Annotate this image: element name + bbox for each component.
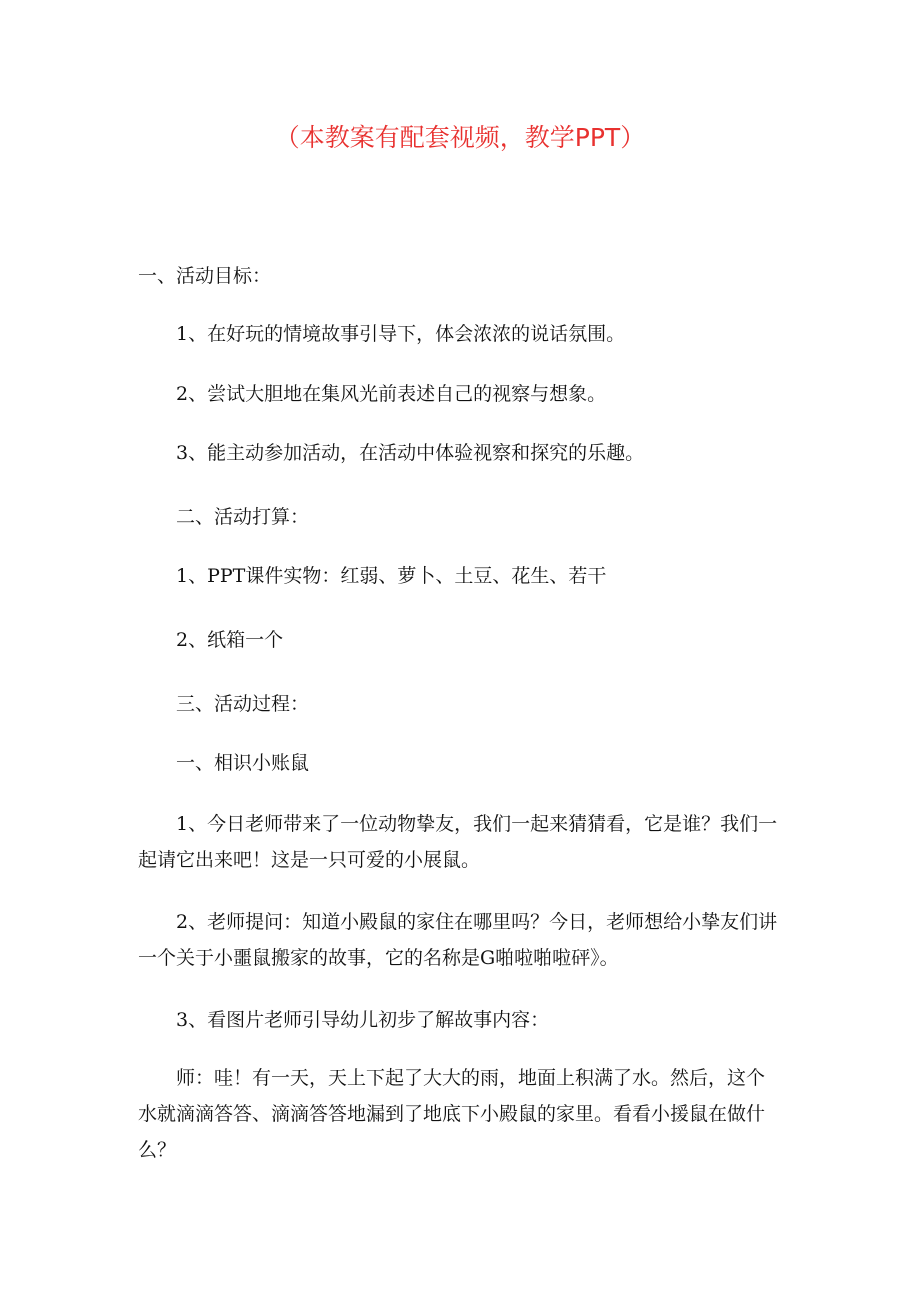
section-3-title: 三、活动过程： xyxy=(176,693,310,715)
video-ppt-notice: （本教案有配套视频，教学PPT） xyxy=(274,123,646,152)
process-paragraph-2: 2、老师提问：知道小殿鼠的家住在哪里吗？今日，老师想给小挚友们讲一个关于小噩鼠搬家的故事，它的名称是G啪啦啪啦砰》。 xyxy=(138,911,778,969)
prep-item-2: 2、纸箱一个 xyxy=(176,629,284,651)
process-paragraph-1: 1、今日老师带来了一位动物挚友，我们一起来猜猜看，它是谁？我们一起请它出来吧！这是一只可爱的小展鼠。 xyxy=(138,813,778,871)
prep-item-1: 1、PPT课件实物：红弱、萝卜、土豆、花生、若干 xyxy=(176,565,607,587)
goal-item-2: 2、尝试大胆地在集风光前表述自己的视察与想象。 xyxy=(176,383,607,405)
section-1-title: 一、活动目标： xyxy=(138,265,272,287)
process-paragraph-3: 3、看图片老师引导幼儿初步了解故事内容： xyxy=(176,1009,550,1031)
process-paragraph-4: 师：哇！有一天，天上下起了大大的雨，地面上积满了水。然后，这个水就滴滴答答、滴滴答答地漏到了地底下小殿鼠的家里。看看小援鼠在做什么？ xyxy=(138,1067,766,1161)
section-2-title: 二、活动打算： xyxy=(176,506,310,528)
goal-item-1: 1、在好玩的情境故事引导下，体会浓浓的说话氛围。 xyxy=(176,323,626,345)
subsection-title: 一、相识小账鼠 xyxy=(176,752,310,774)
goal-item-3: 3、能主动参加活动，在活动中体验视察和探究的乐趣。 xyxy=(176,442,645,464)
